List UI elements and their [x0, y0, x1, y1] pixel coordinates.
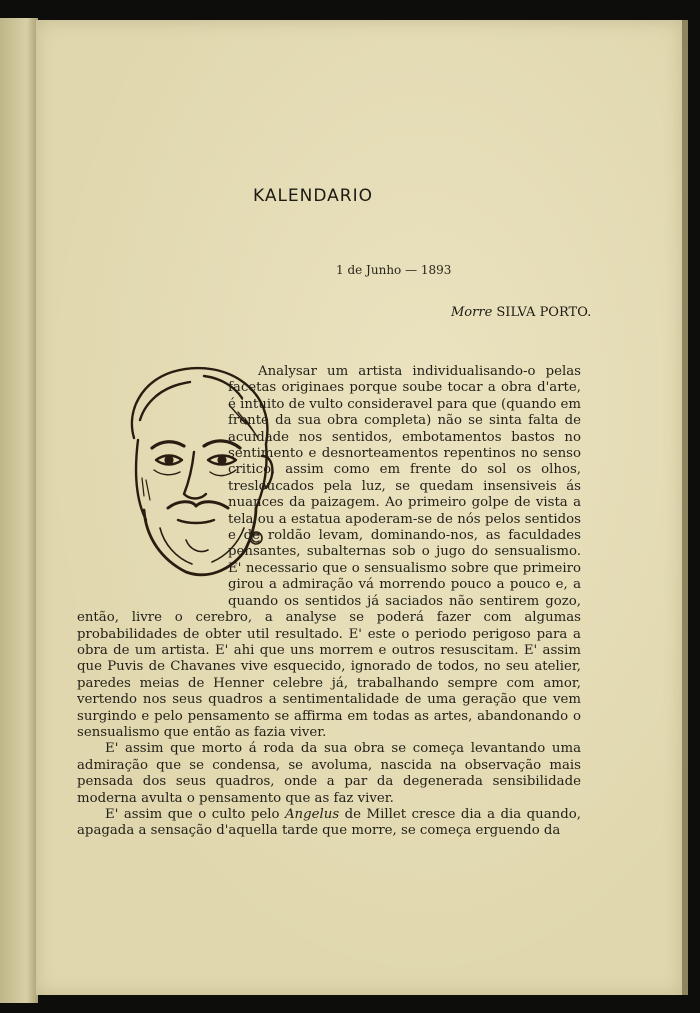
death-notice [451, 305, 591, 320]
angelus-title: Angelus [284, 806, 340, 822]
paragraph-1: Analysar um artista individualisando-o pelas facetas originaes porque soube tocar a obra d'arte, é intuito de vulto consideravel para que (quando em frente da sua obra completa) não se sinta falta de acuidade nos sentidos, embotamentos bastos no sentimento e desnorteamentos repentinos no senso critico, assim como em frente do sol os olhos, tresloucados pela luz, se quedam insensiveis ás nuances da paizagem. Ao primeiro golpe de vista a tela ou a estatua apoderam-se de nós pelos sentidos e de roldão levam, dominando-nos, as faculdades pensantes, subalternas sob o jugo do sensualismo. E' necessario que o sensualismo sobre que primeiro girou a admiração vá morrendo pouco a pouco e, a quando os sentidos já saciados não sentirem gozo, então, livre o cerebro, a analyse se poderá fazer com algumas probabilidades de obter util resultado. E' este o periodo perigoso para a obra de um artista. E' ahi que uns morrem e outros resuscitam. E' assim que Puvis de Chavanes vive esquecido, ignorado de todos, no seu atelier, paredes meias de Henner celebre já, trabalhando sempre com amor, vertendo nos seus quadros a sentimentalidade de uma geração que vem surgindo e pelo pensamento se affirma em todas as artes, abandonando o sensualismo que então as fazia viver. [77, 364, 581, 740]
paragraph-2: E' assim que morto á roda da sua obra se começa levantando uma admiração que se condensa, se avoluma, nascida na observação mais pensada dos seus quadros, onde a par da degenerada sensibilidade moderna avulta o pensamento que as faz viver. [77, 741, 581, 806]
page-title: KALENDARIO [252, 186, 374, 206]
death-name: SILVA PORTO. [496, 305, 592, 320]
paragraph-3-start: E' assim que o culto pelo [105, 806, 285, 822]
article-body [77, 364, 581, 840]
book-page [36, 20, 682, 995]
paragraph-3-end: de Millet cresce dia a dia quando, apagada a sensação d'aquella tarde que morre, se começa erguendo da [77, 806, 581, 839]
portrait-wrap-space [36, 364, 228, 600]
previous-page-edge [0, 18, 38, 1003]
paragraph-3 [77, 807, 581, 840]
death-prefix: Morre [451, 305, 493, 320]
dateline: 1 de Junho — 1893 [336, 263, 452, 277]
page-edge [682, 20, 688, 995]
